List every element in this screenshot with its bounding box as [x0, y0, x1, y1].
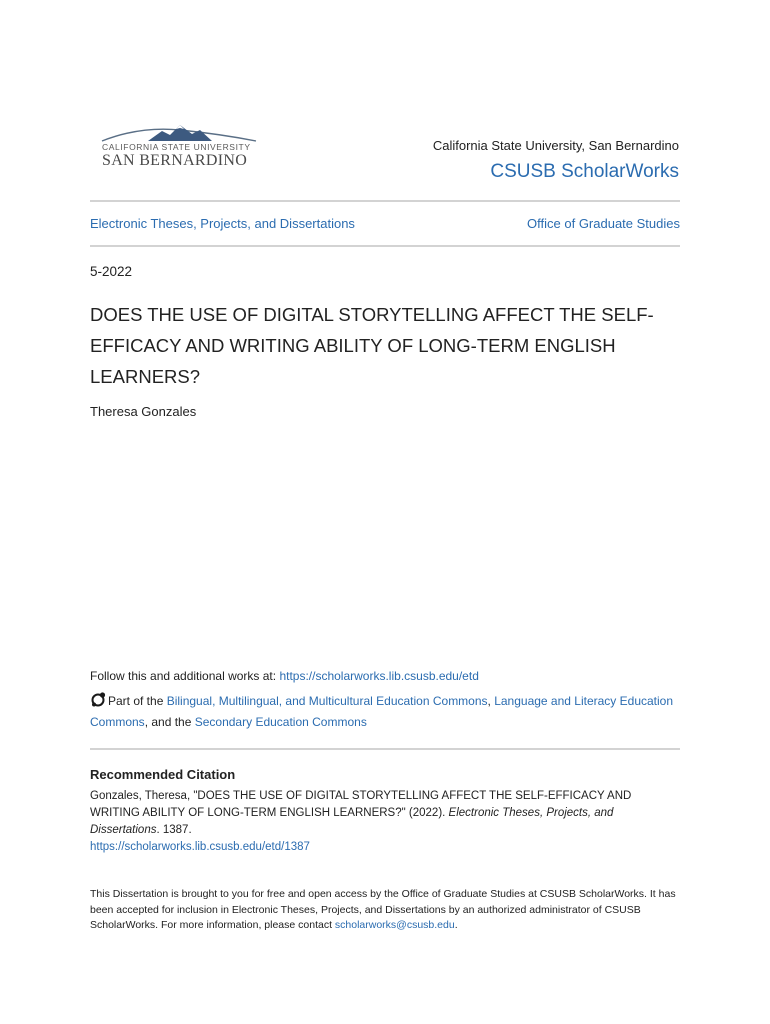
part-of-prefix: Part of the: [108, 694, 167, 708]
logo-text-line1: CALIFORNIA STATE UNIVERSITY: [102, 142, 251, 152]
network-icon: [90, 692, 106, 708]
collection-link[interactable]: Electronic Theses, Projects, and Dissertations: [90, 216, 355, 231]
publication-date: 5-2022: [90, 264, 133, 279]
citation-number: . 1387.: [156, 824, 192, 836]
csusb-logo: [100, 120, 260, 172]
department-link[interactable]: Office of Graduate Studies: [527, 216, 680, 231]
contact-email-link[interactable]: scholarworks@csusb.edu: [334, 919, 455, 931]
follow-line: [90, 669, 479, 683]
collection-nav: [90, 216, 680, 231]
citation-url-link[interactable]: https://scholarworks.lib.csusb.edu/etd/1387: [90, 841, 310, 853]
citation-text: [90, 788, 680, 856]
recommended-citation-heading: Recommended Citation: [90, 767, 236, 782]
divider: [90, 245, 680, 247]
mountain-logo-icon: [100, 120, 260, 144]
logo-text-line2: SAN BERNARDINO: [102, 152, 248, 169]
divider: [90, 748, 680, 750]
part-of-sep2: , and the: [144, 715, 195, 729]
citation-body: Gonzales, Theresa, "DOES THE USE OF DIGITAL STORYTELLING AFFECT THE SELF-EFFICACY AND WRITING ABILITY OF LONG-TERM ENGLISH LEARNERS?" (2022).: [90, 790, 632, 819]
header-block: [433, 138, 679, 183]
footer-notice: [90, 887, 680, 934]
author-name: Theresa Gonzales: [90, 404, 197, 419]
part-of-line: [90, 691, 680, 733]
part-of-sep1: ,: [487, 694, 495, 708]
footer-end: .: [454, 919, 458, 931]
document-title: DOES THE USE OF DIGITAL STORYTELLING AFFECT THE SELF-EFFICACY AND WRITING ABILITY OF LONG-TERM ENGLISH LEARNERS?: [90, 304, 654, 387]
institution-name: California State University, San Bernardino: [432, 138, 679, 153]
footer-text: This Dissertation is brought to you for free and open access by the Office of Graduate Studies at CSUSB ScholarWorks. It has been accepted for inclusion in Electronic Theses, Projects, and Dissertations by an authorized administrator of CSUSB ScholarWorks. For more information, please contact: [90, 888, 676, 931]
follow-text: Follow this and additional works at:: [90, 669, 280, 683]
bilingual-commons-link[interactable]: Bilingual, Multilingual, and Multicultural Education Commons: [166, 694, 488, 708]
secondary-education-commons-link[interactable]: Secondary Education Commons: [194, 715, 367, 729]
repository-link[interactable]: CSUSB ScholarWorks: [490, 161, 679, 182]
language-literacy-commons-link[interactable]: Language and Literacy Education Commons: [90, 694, 674, 729]
follow-url-link[interactable]: https://scholarworks.lib.csusb.edu/etd: [279, 669, 479, 683]
citation-series: Electronic Theses, Projects, and Dissertations: [90, 807, 614, 836]
divider: [90, 200, 680, 202]
